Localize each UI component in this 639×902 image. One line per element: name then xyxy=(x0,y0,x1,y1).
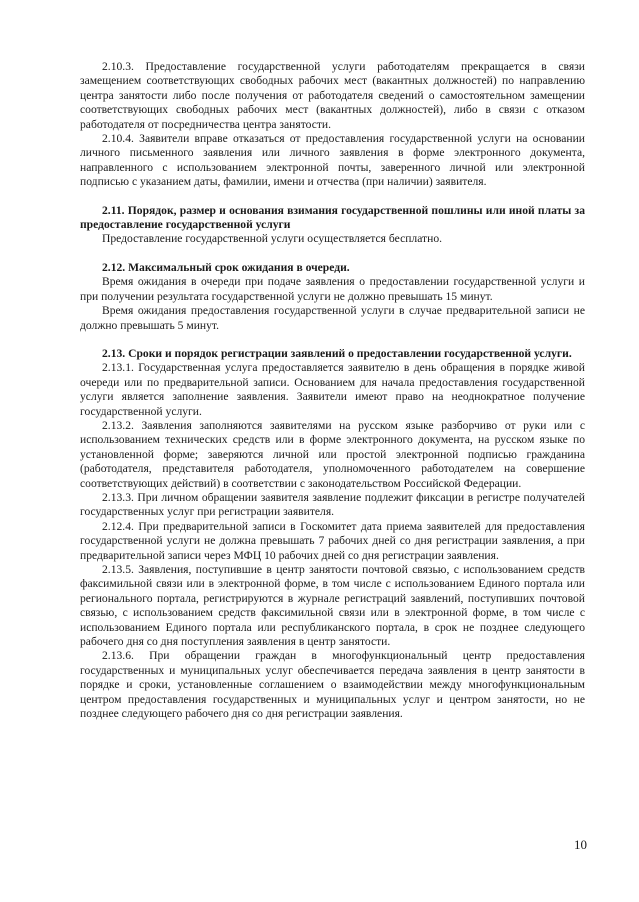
heading-2-12: 2.12. Максимальный срок ожидания в очереди. xyxy=(102,260,350,274)
heading-2-11: 2.11. Порядок, размер и основания взимания государственной пошлины или иной платы за предоставление государственной услуги xyxy=(80,203,585,232)
paragraph-2-11: Предоставление государственной услуги осуществляется бесплатно. xyxy=(102,232,443,246)
paragraph-2-12-a: Время ожидания в очереди при подаче заявления о предоставлении государственной услуги и при получении результата государственной услуги не должно превышать 15 минут. xyxy=(80,275,585,303)
paragraph-2-12-4: 2.12.4. При предварительной записи в Госкомитет дата приема заявителей для предоставления государственной услуги не должна превышать 7 рабочих дней со дня регистрации заявления, а при предварительной записи через МФЦ 10 рабочих дней со дня регистрации заявления. xyxy=(80,519,585,562)
document-page xyxy=(80,60,585,721)
paragraph-2-13-3: 2.13.3. При личном обращении заявителя заявление подлежит фиксации в регистре получателей государственных услуг при регистрации заявителя. xyxy=(80,490,585,519)
page-number: 10 xyxy=(574,837,587,852)
paragraph-2-13-6: 2.13.6. При обращении граждан в многофункциональный центр предоставления государственных и муниципальных услуг обеспечивается передача заявления в центр занятости в порядке и сроки, установленные соглашением о взаимодействии между многофункциональным центром предоставления государственных и муниципальных услуг и центром занятости, но не позднее следующего рабочего дня со дня регистрации заявления. xyxy=(80,649,585,721)
paragraph-2-12-b: Время ожидания предоставления государственной услуги в случае предварительной записи не должно превышать 5 минут. xyxy=(80,304,585,332)
paragraph-2-13-2: 2.13.2. Заявления заполняются заявителями на русском языке разборчиво от руки или с использованием технических средств или в форме электронного документа, на русском языке по установленной форме; заверяются личной или простой электронной подписью гражданина (работодателя, представителя работодателя, уполномоченного работодателем на совершение соответствующих действий) в соответствии с законодательством Российской Федерации. xyxy=(80,418,585,490)
paragraph-2-13-1: 2.13.1. Государственная услуга предоставляется заявителю в день обращения в порядке живой очереди или по предварительной записи. Основанием для начала предоставления государственной услуги является заполнение заявления. Заявители имеют право на неоднократное получение государственной услуги. xyxy=(80,361,585,418)
paragraph-2-10-4: 2.10.4. Заявители вправе отказаться от предоставления государственной услуги на основании личного письменного заявления или личного заявления в форме электронного документа, направленного с использованием электронной почты, заверенного личной или электронной подписью с указанием даты, фамилии, имени и отчества (при наличии) заявителя. xyxy=(80,132,585,189)
heading-2-13: 2.13. Сроки и порядок регистрации заявлений о предоставлении государственной услуги. xyxy=(102,346,572,360)
paragraph-2-13-5: 2.13.5. Заявления, поступившие в центр занятости почтовой связью, с использованием средств факсимильной связи или в электронной форме, в том числе с использованием Единого портала или регионального портала, регистрируются в журнале регистраций заявлений, поступивших почтовой связью, с использованием средств факсимильной связи или в электронной форме, в том числе с использованием Единого портала или республиканского портала, в срок не позднее следующего рабочего дня со дня поступления заявления в центр занятости. xyxy=(80,563,585,649)
paragraph-2-10-3: 2.10.3. Предоставление государственной услуги работодателям прекращается в связи замещением соответствующих свободных рабочих мест (вакантных должностей) по направлению центра занятости либо после получения от работодателя сведений о самостоятельном замещении соответствующих свободных рабочих мест (вакантных должностей), либо в связи с отказом работодателя от посредничества центра занятости. xyxy=(80,60,585,131)
